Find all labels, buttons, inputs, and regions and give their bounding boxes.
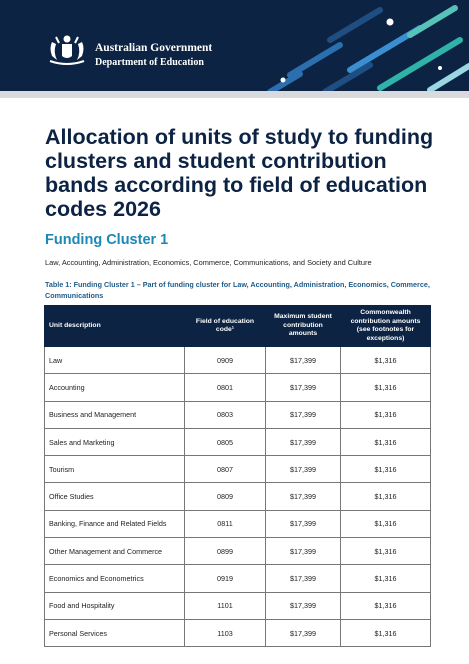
table-row [45,592,431,619]
table-row [45,428,431,455]
max-student-contribution: $17,399 [266,592,341,619]
field-code: 0811 [185,510,266,537]
table-row [45,401,431,428]
units-table [44,305,431,647]
government-wordmark [95,42,212,69]
table-row [45,619,431,646]
table-row [45,510,431,537]
unit-description: Office Studies [45,483,185,510]
unit-description: Business and Management [45,401,185,428]
commonwealth-contribution: $1,316 [341,619,431,646]
max-student-contribution: $17,399 [266,619,341,646]
field-code: 0807 [185,456,266,483]
org-name: Australian Government [95,42,213,54]
header-banner [0,0,469,93]
funding-cluster-heading: Funding Cluster 1 [45,232,169,248]
max-student-contribution: $17,399 [266,510,341,537]
column-header: Commonwealth contribution amounts (see footnotes for exceptions) [341,306,431,347]
unit-description: Law [45,347,185,374]
max-student-contribution: $17,399 [266,374,341,401]
max-student-contribution: $17,399 [266,538,341,565]
column-header: Maximum student contribution amounts [266,306,341,347]
department-name: Department of Education [95,57,204,68]
commonwealth-contribution: $1,316 [341,401,431,428]
commonwealth-contribution: $1,316 [341,510,431,537]
field-code: 0899 [185,538,266,565]
field-code: 0909 [185,347,266,374]
unit-description: Tourism [45,456,185,483]
max-student-contribution: $17,399 [266,401,341,428]
field-code: 1101 [185,592,266,619]
commonwealth-contribution: $1,316 [341,483,431,510]
table-header-row [45,306,431,347]
commonwealth-contribution: $1,316 [341,592,431,619]
table-row [45,565,431,592]
commonwealth-contribution: $1,316 [341,428,431,455]
commonwealth-contribution: $1,316 [341,374,431,401]
commonwealth-contribution: $1,316 [341,565,431,592]
commonwealth-contribution: $1,316 [341,456,431,483]
column-header: Unit description [45,306,185,347]
fields-description: Law, Accounting, Administration, Economics, Commerce, Communications, and Society and Culture [45,258,372,267]
commonwealth-contribution: $1,316 [341,347,431,374]
page-title: Allocation of units of study to funding clusters and student contribution bands according to field of education codes 2026 [45,125,434,221]
field-code: 1103 [185,619,266,646]
max-student-contribution: $17,399 [266,483,341,510]
max-student-contribution: $17,399 [266,347,341,374]
table-row [45,374,431,401]
table-row [45,347,431,374]
field-code: 0809 [185,483,266,510]
banner-divider [0,91,469,98]
unit-description: Accounting [45,374,185,401]
unit-description: Banking, Finance and Related Fields [45,510,185,537]
unit-description: Food and Hospitality [45,592,185,619]
table-caption: Table 1: Funding Cluster 1 – Part of funding cluster for Law, Accounting, Administration, Economics, Commerce, Communications [45,280,430,300]
max-student-contribution: $17,399 [266,565,341,592]
field-code: 0919 [185,565,266,592]
table-row [45,483,431,510]
max-student-contribution: $17,399 [266,428,341,455]
field-code: 0801 [185,374,266,401]
column-header: Field of education code¹ [185,306,266,347]
unit-description: Economics and Econometrics [45,565,185,592]
unit-description: Sales and Marketing [45,428,185,455]
unit-description: Other Management and Commerce [45,538,185,565]
max-student-contribution: $17,399 [266,456,341,483]
field-code: 0805 [185,428,266,455]
decorative-stripes-graphic [230,0,469,93]
coat-of-arms-icon [44,34,90,66]
unit-description: Personal Services [45,619,185,646]
table-row [45,538,431,565]
commonwealth-contribution: $1,316 [341,538,431,565]
field-code: 0803 [185,401,266,428]
table-row [45,456,431,483]
